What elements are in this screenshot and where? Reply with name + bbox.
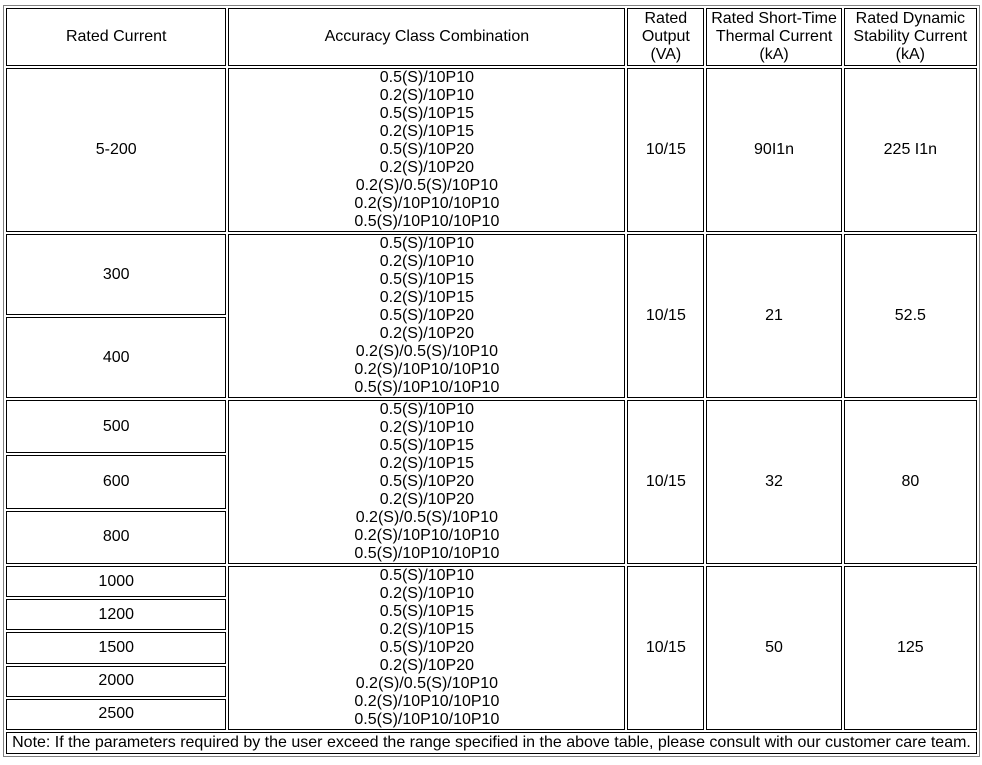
rated-current-cell: 1500: [6, 632, 226, 663]
spec-table: [3, 5, 980, 757]
accuracy-combination: 0.2(S)/0.5(S)/10P10: [355, 177, 498, 194]
accuracy-combination: 0.2(S)/0.5(S)/10P10: [355, 343, 498, 360]
accuracy-combination: 0.2(S)/10P15: [379, 289, 474, 306]
note-text: Note: If the parameters required by the user exceed the range specified in the above table, please consult with our customer care team.: [6, 732, 977, 754]
accuracy-combination-cell: [228, 234, 625, 398]
accuracy-combination: 0.5(S)/10P20: [379, 473, 474, 490]
accuracy-combination: 0.2(S)/10P15: [379, 455, 474, 472]
accuracy-combination: 0.2(S)/10P20: [379, 491, 474, 508]
rated-current-cell: 2000: [6, 666, 226, 697]
table-row: [6, 68, 977, 232]
rated-output-cell: 10/15: [627, 400, 704, 564]
accuracy-combination: 0.2(S)/10P10: [379, 419, 474, 436]
dynamic-current-cell: 52.5: [844, 234, 977, 398]
accuracy-combination-cell: [228, 68, 625, 232]
header-thermal-current: [706, 8, 841, 66]
header-dynamic-line: (kA): [895, 46, 925, 63]
rated-current-cell: 800: [6, 511, 226, 564]
header-dynamic-current: [844, 8, 977, 66]
accuracy-combination: 0.5(S)/10P20: [379, 639, 474, 656]
accuracy-combination: 0.5(S)/10P15: [379, 271, 474, 288]
accuracy-combination: 0.5(S)/10P10/10P10: [354, 711, 500, 728]
accuracy-combination: 0.2(S)/10P10/10P10: [354, 527, 500, 544]
rated-output-cell: 10/15: [627, 566, 704, 730]
accuracy-combination: 0.2(S)/0.5(S)/10P10: [355, 509, 498, 526]
accuracy-combination: 0.2(S)/10P20: [379, 325, 474, 342]
accuracy-combination: 0.5(S)/10P10: [379, 235, 474, 252]
thermal-current-cell: 21: [706, 234, 841, 398]
accuracy-combination: 0.5(S)/10P15: [379, 105, 474, 122]
header-row: [6, 8, 977, 66]
header-rated-output-line: Rated: [644, 10, 688, 27]
header-rated-current: Rated Current: [6, 8, 226, 66]
accuracy-combination: 0.5(S)/10P10/10P10: [354, 213, 500, 230]
rated-current-cell: 1200: [6, 599, 226, 630]
accuracy-combination: 0.2(S)/10P10: [379, 585, 474, 602]
header-accuracy-class: Accuracy Class Combination: [228, 8, 625, 66]
accuracy-combination: 0.5(S)/10P20: [379, 141, 474, 158]
accuracy-combination: 0.2(S)/10P10/10P10: [354, 361, 500, 378]
accuracy-combination: 0.5(S)/10P15: [379, 437, 474, 454]
rated-output-cell: 10/15: [627, 68, 704, 232]
header-dynamic-line: Stability Current: [853, 28, 968, 45]
accuracy-combination-cell: [228, 566, 625, 730]
thermal-current-cell: 50: [706, 566, 841, 730]
header-dynamic-line: Rated Dynamic: [855, 10, 966, 27]
accuracy-combination: 0.2(S)/10P20: [379, 657, 474, 674]
accuracy-combination: 0.2(S)/10P10: [379, 253, 474, 270]
accuracy-combination-cell: [228, 400, 625, 564]
accuracy-combination: 0.2(S)/10P20: [379, 159, 474, 176]
note-row: [6, 732, 977, 754]
thermal-current-cell: 90I1n: [706, 68, 841, 232]
header-rated-output: [627, 8, 704, 66]
dynamic-current-cell: 80: [844, 400, 977, 564]
table-row: [6, 234, 977, 315]
table-body: [6, 68, 977, 730]
accuracy-combination: 0.5(S)/10P10: [379, 401, 474, 418]
rated-current-cell: 400: [6, 317, 226, 398]
accuracy-combination: 0.5(S)/10P10/10P10: [354, 379, 500, 396]
accuracy-combination: 0.5(S)/10P20: [379, 307, 474, 324]
table-row: [6, 566, 977, 597]
accuracy-combination: 0.2(S)/10P10/10P10: [354, 195, 500, 212]
header-thermal-line: (kA): [759, 46, 789, 63]
accuracy-combination: 0.5(S)/10P15: [379, 603, 474, 620]
rated-output-cell: 10/15: [627, 234, 704, 398]
dynamic-current-cell: 225 I1n: [844, 68, 977, 232]
thermal-current-cell: 32: [706, 400, 841, 564]
accuracy-combination: 0.2(S)/10P15: [379, 621, 474, 638]
accuracy-combination: 0.5(S)/10P10/10P10: [354, 545, 500, 562]
rated-current-cell: 500: [6, 400, 226, 453]
table-row: [6, 400, 977, 453]
accuracy-combination: 0.2(S)/10P15: [379, 123, 474, 140]
rated-current-cell: 1000: [6, 566, 226, 597]
header-thermal-line: Rated Short-Time: [711, 10, 837, 27]
rated-current-cell: 2500: [6, 699, 226, 730]
accuracy-combination: 0.2(S)/10P10: [379, 87, 474, 104]
accuracy-combination: 0.2(S)/0.5(S)/10P10: [355, 675, 498, 692]
header-rated-output-line: Output: [641, 28, 690, 45]
rated-current-cell: 600: [6, 455, 226, 508]
header-thermal-line: Thermal Current: [715, 28, 833, 45]
accuracy-combination: 0.5(S)/10P10: [379, 69, 474, 86]
rated-current-cell: 300: [6, 234, 226, 315]
header-rated-output-line: (VA): [650, 46, 682, 63]
rated-current-cell: 5-200: [6, 68, 226, 232]
dynamic-current-cell: 125: [844, 566, 977, 730]
accuracy-combination: 0.2(S)/10P10/10P10: [354, 693, 500, 710]
accuracy-combination: 0.5(S)/10P10: [379, 567, 474, 584]
